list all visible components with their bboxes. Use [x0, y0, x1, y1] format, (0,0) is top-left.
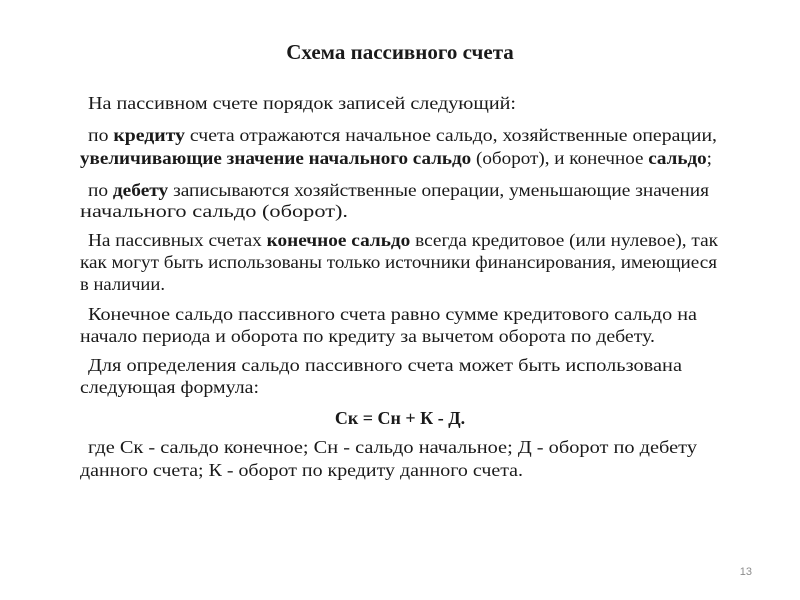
- bold-term: сальдо: [648, 148, 707, 168]
- text-segment: как могут быть использованы только источники финансирования, имеющиеся: [80, 252, 717, 272]
- text-segment: по: [88, 180, 113, 200]
- text-line: [88, 354, 682, 376]
- text-line: [80, 325, 655, 347]
- formula: Ск = Сн + К - Д.: [334, 408, 466, 428]
- text-line: [80, 251, 717, 273]
- text-line: [88, 436, 697, 458]
- text-line: [80, 200, 348, 222]
- text-line: [80, 376, 259, 398]
- text-segment: Конечное сальдо пассивного счета равно сумме кредитового сальдо на: [88, 304, 697, 324]
- text-segment: всегда кредитовое (или нулевое), так: [410, 230, 718, 250]
- bold-term: дебету: [112, 180, 169, 200]
- text-line: [88, 179, 709, 201]
- bold-term: кредиту: [113, 125, 185, 145]
- text-line: [88, 124, 717, 146]
- text-segment: Для определения сальдо пассивного счета может быть использована: [88, 355, 682, 375]
- text-line: [80, 147, 712, 169]
- text-line: [88, 229, 718, 251]
- text-line: [88, 92, 516, 114]
- page-number: 13: [739, 566, 752, 578]
- text-line: [80, 459, 523, 481]
- text-segment: (оборот), и конечное: [471, 148, 649, 168]
- text-segment: ;: [706, 148, 712, 168]
- text-segment: начало периода и оборота по кредиту за вычетом оборота по дебету.: [80, 326, 655, 346]
- text-line: [88, 303, 697, 325]
- text-segment: счета отражаются начальное сальдо, хозяйственные операции,: [184, 125, 717, 145]
- text-segment: следующая формула:: [80, 377, 259, 397]
- text-segment: На пассивных счетах: [88, 230, 267, 250]
- text-segment: по: [88, 125, 114, 145]
- bold-term: увеличивающие значение начального сальдо: [80, 148, 472, 168]
- text-segment: данного счета; К - оборот по кредиту данного счета.: [80, 460, 523, 480]
- slide-title: Схема пассивного счета: [286, 40, 514, 64]
- text-line: [80, 273, 165, 295]
- text-segment: где Ск - сальдо конечное; Сн - сальдо начальное; Д - оборот по дебету: [88, 437, 697, 457]
- text-segment: записываются хозяйственные операции, уменьшающие значения: [168, 180, 709, 200]
- bold-term: конечное сальдо: [266, 230, 411, 250]
- text-segment: в наличии.: [80, 274, 165, 294]
- text-segment: начального сальдо (оборот).: [80, 201, 348, 221]
- text-segment: На пассивном счете порядок записей следующий:: [88, 93, 516, 113]
